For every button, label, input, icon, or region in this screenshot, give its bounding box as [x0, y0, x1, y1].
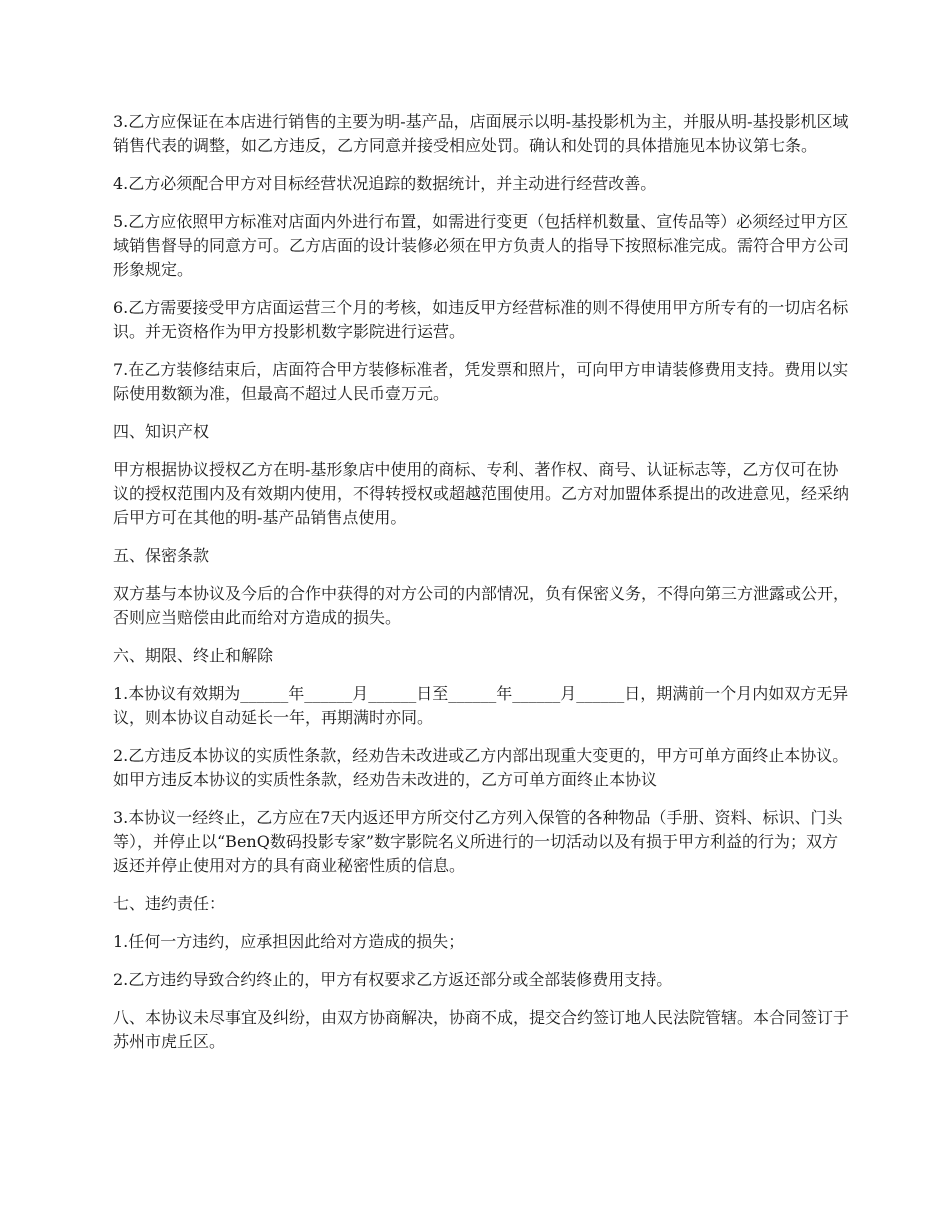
clause-7-renovation-support: 7.在乙方装修结束后，店面符合甲方装修标准者，凭发票和照片，可向甲方申请装修费用支持。费用以实际使用数额为准，但最高不超过人民币壹万元。 — [113, 360, 849, 403]
confidentiality-clause: 双方基与本协议及今后的合作中获得的对方公司的内部情况，负有保密义务，不得向第三方泄露或公开，否则应当赔偿由此而给对方造成的损失。 — [113, 584, 850, 627]
term-clause-2-termination: 2.乙方违反本协议的实质性条款，经劝告未改进或乙方内部出现重大变更的，甲方可单方面终止本协议。如甲方违反本协议的实质性条款，经劝告未改进的，乙方可单方面终止本协议 — [113, 746, 849, 789]
ip-clause: 甲方根据协议授权乙方在明-基形象店中使用的商标、专利、著作权、商号、认证标志等，乙方仅可在协议的授权范围内及有效期内使用，不得转授权或超越范围使用。乙方对加盟体系提出的改进意见，经采纳后甲方可在其他的明-基产品销售点使用。 — [113, 460, 850, 527]
term-clause-3-return: 3.本协议一经终止，乙方应在7天内返还甲方所交付乙方列入保管的各种物品（手册、资料、标识、门头等），并停止以“BenQ数码投影专家”数字影院名义所进行的一切活动以及有损于甲方利益的行为；双方返还并停止使用对方的具有商业秘密性质的信息。 — [113, 808, 843, 875]
clause-6-assessment: 6.乙方需要接受甲方店面运营三个月的考核，如违反甲方经营标准的则不得使用甲方所专有的一切店名标识。并无资格作为甲方投影机数字影院进行运营。 — [113, 298, 849, 341]
liability-clause-1: 1.任何一方违约，应承担因此给对方造成的损失； — [113, 932, 465, 951]
clause-3-sales-products: 3.乙方应保证在本店进行销售的主要为明-基产品，店面展示以明-基投影机为主，并服从明-基投影机区域销售代表的调整，如乙方违反，乙方同意并接受相应处罚。确认和处罚的具体措施见本协议第七条。 — [113, 112, 849, 155]
section-dispute-resolution: 八、本协议未尽事宜及纠纷，由双方协商解决，协商不成，提交合约签订地人民法院管辖。本合同签订于苏州市虎丘区。 — [113, 1008, 850, 1051]
section-heading-confidentiality: 五、保密条款 — [113, 546, 210, 565]
section-heading-liability: 七、违约责任： — [113, 894, 226, 913]
liability-clause-2: 2.乙方违约导致合约终止的，甲方有权要求乙方返还部分或全部装修费用支持。 — [113, 970, 673, 989]
document-page — [113, 110, 853, 1068]
section-heading-ip: 四、知识产权 — [113, 422, 210, 441]
clause-5-store-layout: 5.乙方应依照甲方标准对店面内外进行布置，如需进行变更（包括样机数量、宣传品等）必须经过甲方区域销售督导的同意方可。乙方店面的设计装修必须在甲方负责人的指导下按照标准完成。需符合甲方公司形象规定。 — [113, 212, 850, 279]
section-heading-term: 六、期限、终止和解除 — [113, 646, 274, 665]
clause-4-data-statistics: 4.乙方必须配合甲方对目标经营状况追踪的数据统计，并主动进行经营改善。 — [113, 174, 657, 193]
term-clause-1-validity: 1.本协议有效期为______年______月______日至______年______月______日，期满前一个月内如双方无异议，则本协议自动延长一年，再期满时亦同。 — [113, 684, 849, 727]
